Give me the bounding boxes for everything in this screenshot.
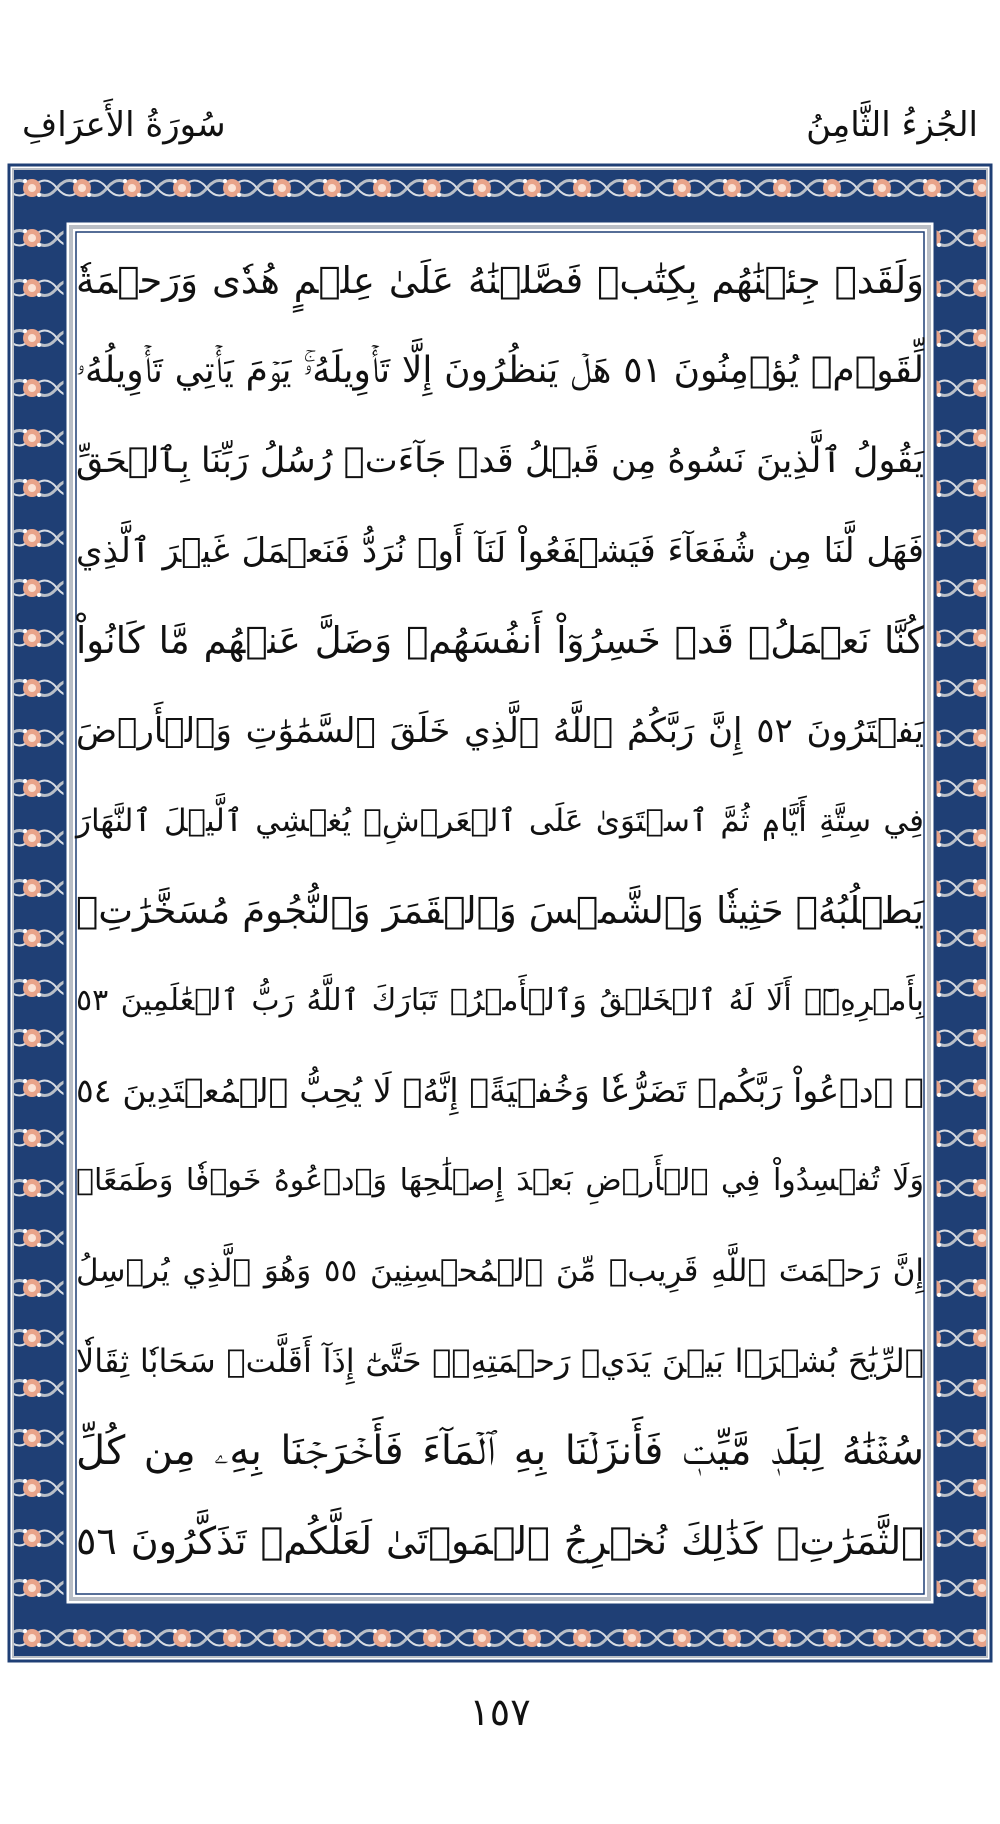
text-line: كُنَّا نَعۡمَلُۚ قَدۡ خَسِرُوٓاْ أَنفُسَهُمۡ وَضَلَّ عَنۡهُم مَّا كَانُواْ <box>76 619 924 662</box>
text-line: فِي سِتَّةِ أَيَّامٖ ثُمَّ ٱسۡتَوَىٰ عَلَى ٱلۡعَرۡشِۖ يُغۡشِي ٱلَّيۡلَ ٱلنَّهَارَ <box>76 803 924 839</box>
text-line: وَلَا تُفۡسِدُواْ فِي ٱلۡأَرۡضِ بَعۡدَ إِصۡلَٰحِهَا وَٱدۡعُوهُ خَوۡفٗا وَطَمَعًاۚ <box>76 1163 924 1198</box>
juz-title: الجُزءُ الثَّامِنُ <box>806 105 978 145</box>
page-number: ١٥٧ <box>469 1690 531 1734</box>
text-line: يَقُولُ ٱلَّذِينَ نَسُوهُ مِن قَبۡلُ قَدۡ جَآءَتۡ رُسُلُ رَبِّنَا بِٱلۡحَقِّ <box>76 441 924 481</box>
quran-text-block <box>76 233 924 1593</box>
text-line: يَفۡتَرُونَ ٥٢ إِنَّ رَبَّكُمُ ٱللَّهُ ٱلَّذِي خَلَقَ ٱلسَّمَٰوَٰتِ وَٱلۡأَرۡضَ <box>76 711 925 751</box>
text-line: فَهَل لَّنَا مِن شُفَعَآءَ فَيَشۡفَعُواْ لَنَآ أَوۡ نُرَدُّ فَنَعۡمَلَ غَيۡرَ ٱلَّذِي <box>76 531 924 571</box>
text-line: بِأَمۡرِهِۦٓۗ أَلَا لَهُ ٱلۡخَلۡقُ وَٱلۡأَمۡرُۗ تَبَارَكَ ٱللَّهُ رَبُّ ٱلۡعَٰلَمِينَ ٥٣ <box>76 983 924 1018</box>
text-line: لِّقَوۡمٖ يُؤۡمِنُونَ ٥١ هَلۡ يَنظُرُونَ إِلَّا تَأۡوِيلَهُۥۚ يَوۡمَ يَأۡتِي تَأۡوِيلُهُۥ <box>76 350 924 391</box>
text-line: ٱلرِّيَٰحَ بُشۡرَۢا بَيۡنَ يَدَيۡ رَحۡمَتِهِۦۖ حَتَّىٰٓ إِذَآ أَقَلَّتۡ سَحَابٗا ثِقَالٗا <box>76 1342 925 1380</box>
text-line: ۞ ٱدۡعُواْ رَبَّكُمۡ تَضَرُّعٗا وَخُفۡيَةًۚ إِنَّهُۥ لَا يُحِبُّ ٱلۡمُعۡتَدِينَ ٥٤ <box>76 1071 924 1110</box>
text-line: وَلَقَدۡ جِئۡنَٰهُم بِكِتَٰبٖ فَصَّلۡنَٰهُ عَلَىٰ عِلۡمٍ هُدٗى وَرَحۡمَةٗ <box>76 259 924 302</box>
text-line: سُقۡنَٰهُ لِبَلَدٖ مَّيِّتٖ فَأَنزَلۡنَا بِهِ ٱلۡمَآءَ فَأَخۡرَجۡنَا بِهِۦ مِن كُلِّ <box>76 1428 924 1474</box>
text-line: إِنَّ رَحۡمَتَ ٱللَّهِ قَرِيبٞ مِّنَ ٱلۡمُحۡسِنِينَ ٥٥ وَهُوَ ٱلَّذِي يُرۡسِلُ <box>76 1253 924 1289</box>
text-line: ٱلثَّمَرَٰتِۚ كَذَٰلِكَ نُخۡرِجُ ٱلۡمَوۡتَىٰ لَعَلَّكُمۡ تَذَكَّرُونَ ٥٦ <box>76 1519 924 1563</box>
text-line: يَطۡلُبُهُۥ حَثِيثٗا وَٱلشَّمۡسَ وَٱلۡقَمَرَ وَٱلنُّجُومَ مُسَخَّرَٰتِۭ <box>76 889 924 932</box>
surah-title: سُورَةُ الأَعرَافِ <box>22 105 226 145</box>
